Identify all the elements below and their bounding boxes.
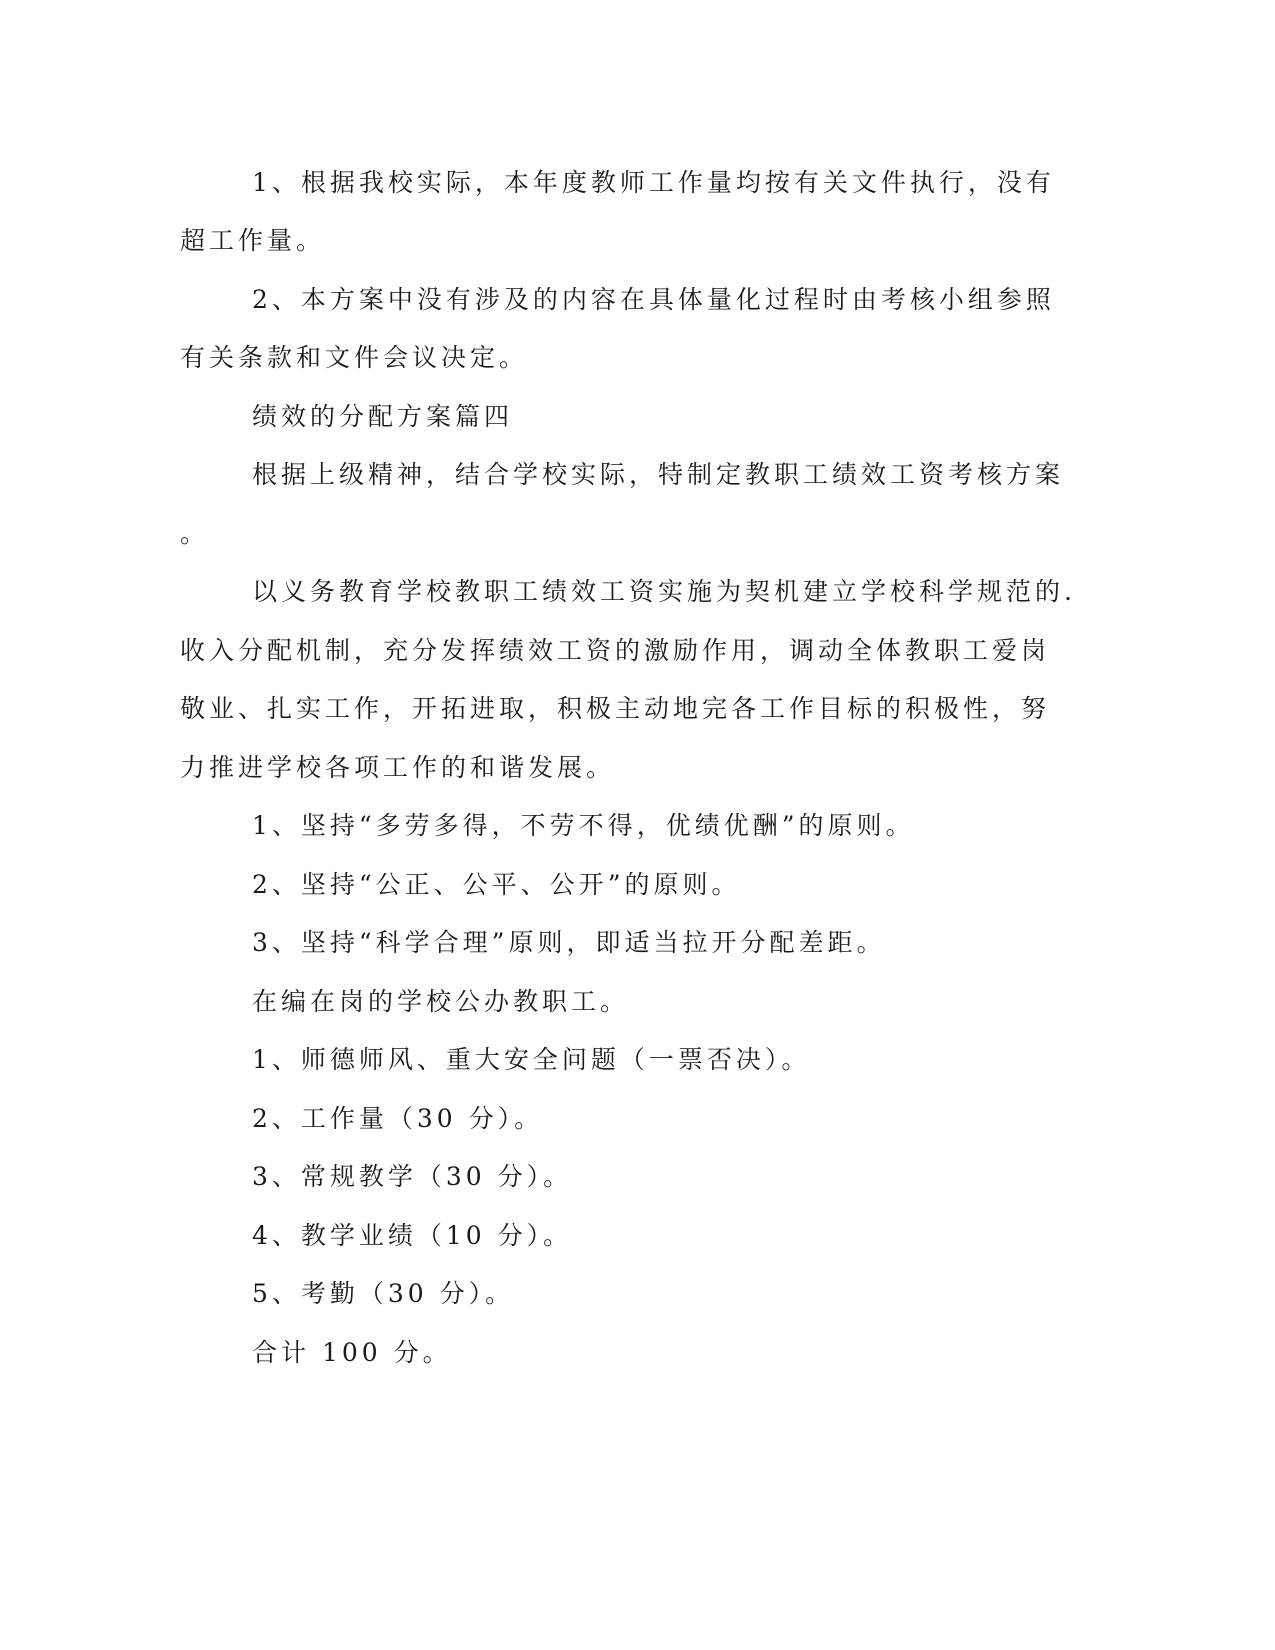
list-item: 5、考勤（30 分）。 [252, 1279, 515, 1308]
paragraph-line: 有关条款和文件会议决定。 [180, 343, 529, 372]
paragraph-line: 收入分配机制，充分发挥绩效工资的激励作用，调动全体教职工爱岗 [180, 636, 1051, 665]
paragraph-line: 2、本方案中没有涉及的内容在具体量化过程时由考核小组参照 [252, 285, 1055, 314]
list-item: 4、教学业绩（10 分）。 [252, 1221, 573, 1250]
paragraph-line: 。 [180, 519, 210, 548]
paragraph-line: 根据上级精神，结合学校实际，特制定教职工绩效工资考核方案 [252, 460, 1065, 489]
list-item: 3、常规教学（30 分）。 [252, 1162, 573, 1191]
list-item: 2、坚持“公正、公平、公开”的原则。 [252, 870, 741, 899]
paragraph-line: 力推进学校各项工作的和谐发展。 [180, 753, 616, 782]
list-item: 2、工作量（30 分）。 [252, 1104, 544, 1133]
list-item: 1、坚持“多劳多得，不劳不得，优绩优酬”的原则。 [252, 811, 915, 840]
paragraph-line: 在编在岗的学校公办教职工。 [252, 987, 630, 1016]
paragraph-line: 1、根据我校实际，本年度教师工作量均按有关文件执行，没有 [252, 168, 1055, 197]
list-item: 1、师德师风、重大安全问题（一票否决）。 [252, 1045, 811, 1074]
paragraph-line: 敬业、扎实工作，开拓进取，积极主动地完各工作目标的积极性，努 [180, 694, 1051, 723]
paragraph-line: 以义务教育学校教职工绩效工资实施为契机建立学校科学规范的. [252, 577, 1076, 606]
paragraph-line: 超工作量。 [180, 226, 326, 255]
section-heading: 绩效的分配方案篇四 [252, 402, 514, 431]
total-line: 合计 100 分。 [252, 1338, 452, 1367]
list-item: 3、坚持“科学合理”原则，即适当拉开分配差距。 [252, 928, 886, 957]
